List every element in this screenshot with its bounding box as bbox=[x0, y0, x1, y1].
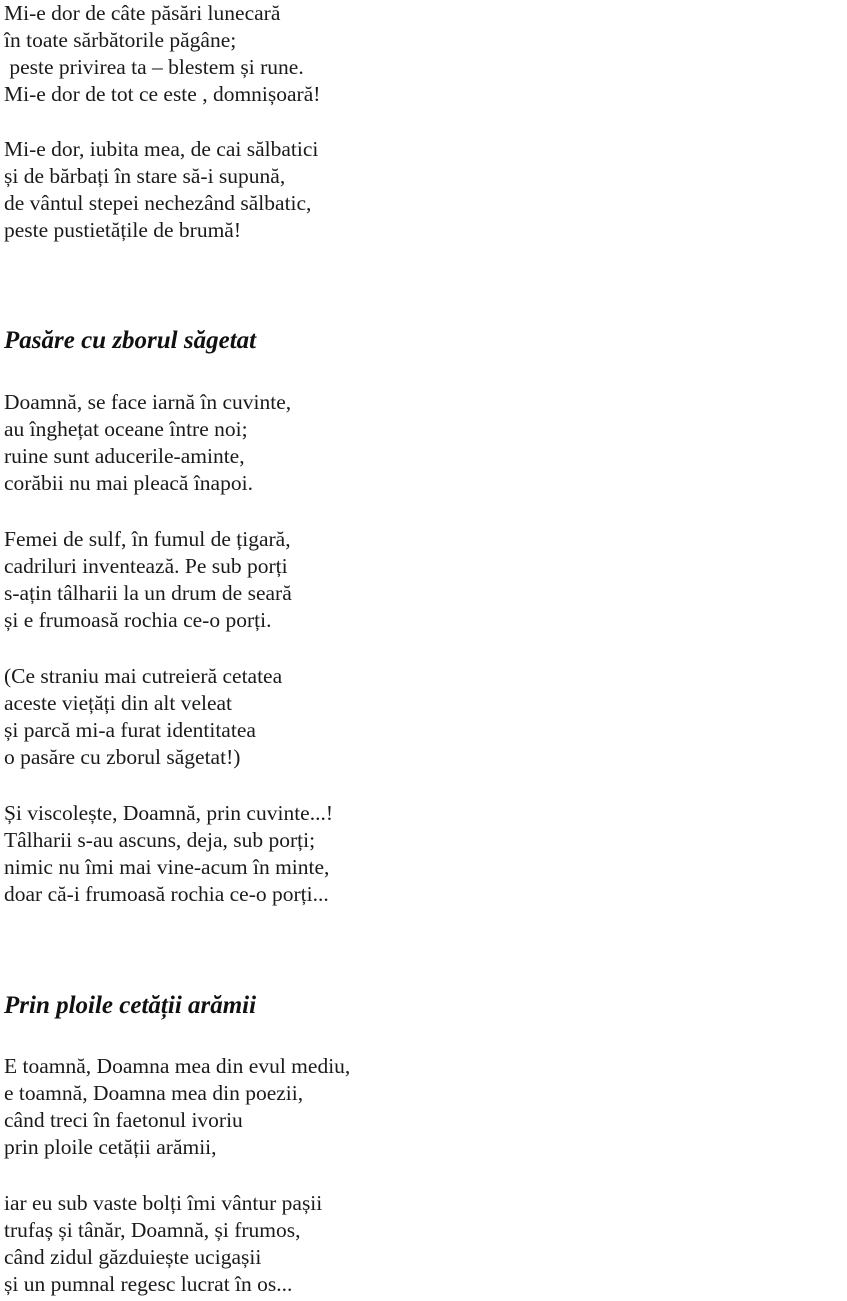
verse-line: prin ploile cetății arămii, bbox=[4, 1135, 217, 1159]
verse-line: iar eu sub vaste bolți îmi vântur pașii bbox=[4, 1191, 323, 1215]
verse-line: Și viscolește, Doamnă, prin cuvinte...! bbox=[4, 801, 333, 825]
verse-line: și de bărbați în stare să-i supună, bbox=[4, 164, 286, 188]
verse-line: cadriluri inventează. Pe sub porți bbox=[4, 554, 288, 578]
verse-line: doar că-i frumoasă rochia ce-o porți... bbox=[4, 882, 329, 906]
verse-line: nimic nu îmi mai vine-acum în minte, bbox=[4, 855, 330, 879]
verse-line: Tâlharii s-au ascuns, deja, sub porți; bbox=[4, 828, 316, 852]
poem-title: Prin ploile cetății arămii bbox=[4, 992, 257, 1019]
verse-line: Mi-e dor de câte păsări lunecară bbox=[4, 1, 281, 25]
verse-line: E toamnă, Doamna mea din evul mediu, bbox=[4, 1054, 351, 1078]
verse-line: e toamnă, Doamna mea din poezii, bbox=[4, 1081, 304, 1105]
verse-line: și e frumoasă rochia ce-o porți. bbox=[4, 608, 272, 632]
verse-line: și parcă mi-a furat identitatea bbox=[4, 718, 256, 742]
verse-line: de vântul stepei nechezând sălbatic, bbox=[4, 191, 312, 215]
verse-line: Mi-e dor, iubita mea, de cai sălbatici bbox=[4, 137, 319, 161]
verse-line: au înghețat oceane între noi; bbox=[4, 417, 248, 441]
verse-line: Doamnă, se face iarnă în cuvinte, bbox=[4, 390, 292, 414]
poem-title: Pasăre cu zborul săgetat bbox=[4, 327, 257, 354]
verse-line: în toate sărbătorile păgâne; bbox=[4, 28, 237, 52]
verse-line: (Ce straniu mai cutreieră cetatea bbox=[4, 664, 283, 688]
verse-line: s-ațin tâlharii la un drum de seară bbox=[4, 581, 292, 605]
verse-line: peste pustietățile de brumă! bbox=[4, 218, 242, 242]
verse-line: când treci în faetonul ivoriu bbox=[4, 1108, 243, 1132]
verse-line: când zidul găzduiește ucigașii bbox=[4, 1245, 262, 1269]
verse-line: ruine sunt aducerile-aminte, bbox=[4, 444, 245, 468]
verse-line: Mi-e dor de tot ce este , domnișoară! bbox=[4, 82, 321, 106]
verse-line: și un pumnal regesc lucrat în os... bbox=[4, 1272, 293, 1296]
verse-line: aceste viețăți din alt veleat bbox=[4, 691, 233, 715]
verse-line: peste privirea ta – blestem și rune. bbox=[4, 55, 304, 79]
verse-line: o pasăre cu zborul săgetat!) bbox=[4, 745, 241, 769]
verse-line: Femei de sulf, în fumul de țigară, bbox=[4, 527, 291, 551]
verse-line: trufaș și tânăr, Doamnă, și frumos, bbox=[4, 1218, 301, 1242]
verse-line: corăbii nu mai pleacă înapoi. bbox=[4, 471, 253, 495]
